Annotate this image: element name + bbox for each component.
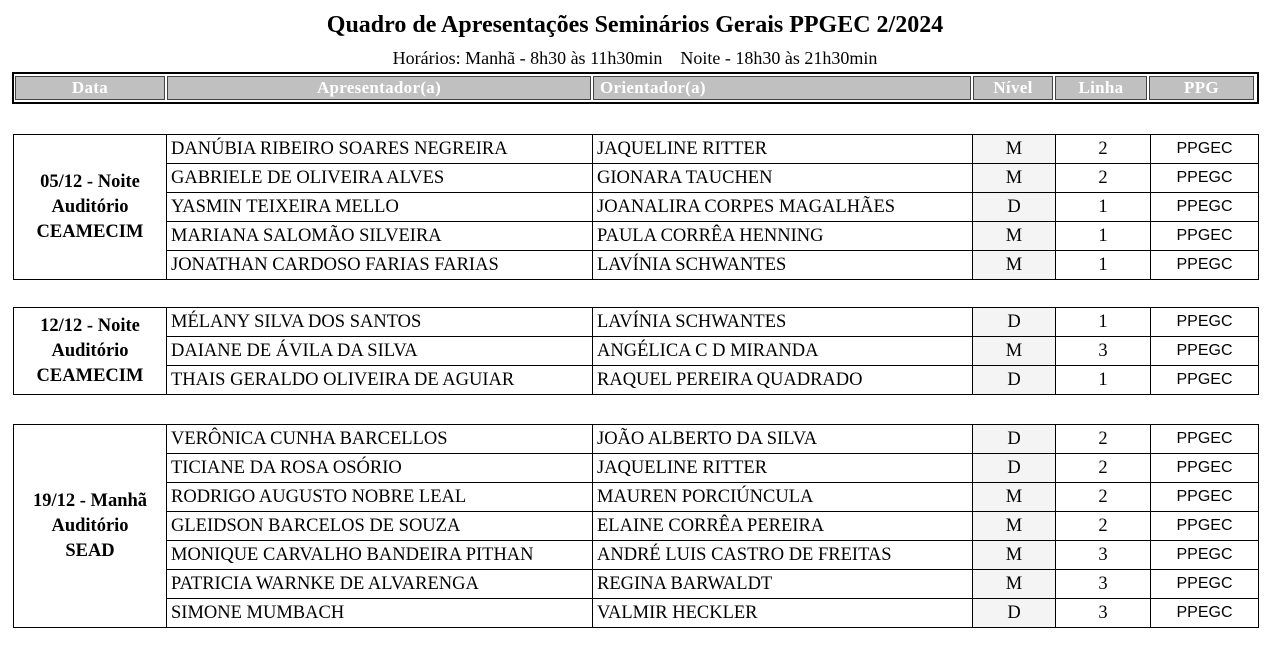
ppg-cell: PPGEC — [1151, 425, 1259, 454]
table-row — [14, 570, 1259, 599]
nivel-cell: D — [973, 308, 1056, 337]
linha-cell: 2 — [1056, 135, 1151, 164]
apresentador-cell: GLEIDSON BARCELOS DE SOUZA — [167, 512, 593, 541]
apresentador-cell: GABRIELE DE OLIVEIRA ALVES — [167, 164, 593, 193]
date-cell — [14, 135, 167, 280]
header-orientador: Orientador(a) — [593, 76, 971, 100]
table-row — [14, 425, 1259, 454]
orientador-cell: JOANALIRA CORPES MAGALHÃES — [593, 193, 973, 222]
table-header — [12, 72, 1259, 104]
date-label: 12/12 - Noite — [40, 315, 140, 336]
orientador-cell: MAUREN PORCIÚNCULA — [593, 483, 973, 512]
date-cell — [14, 425, 167, 628]
orientador-cell: ANDRÉ LUIS CASTRO DE FREITAS — [593, 541, 973, 570]
linha-cell: 3 — [1056, 599, 1151, 628]
nivel-cell: D — [973, 366, 1056, 395]
table-row — [14, 366, 1259, 395]
table-row — [14, 135, 1259, 164]
orientador-cell: LAVÍNIA SCHWANTES — [593, 308, 973, 337]
apresentador-cell: TICIANE DA ROSA OSÓRIO — [167, 454, 593, 483]
schedule-hours: Horários: Manhã - 8h30 às 11h30min Noite - 18h30 às 21h30min — [392, 48, 878, 68]
nivel-cell: M — [973, 251, 1056, 280]
venue-name: SEAD — [65, 540, 115, 561]
table-row — [14, 454, 1259, 483]
ppg-cell: PPGEC — [1151, 135, 1259, 164]
orientador-cell: PAULA CORRÊA HENNING — [593, 222, 973, 251]
orientador-cell: JOÃO ALBERTO DA SILVA — [593, 425, 973, 454]
linha-cell: 1 — [1056, 251, 1151, 280]
apresentador-cell: PATRICIA WARNKE DE ALVARENGA — [167, 570, 593, 599]
linha-cell: 2 — [1056, 454, 1151, 483]
apresentador-cell: MONIQUE CARVALHO BANDEIRA PITHAN — [167, 541, 593, 570]
apresentador-cell: THAIS GERALDO OLIVEIRA DE AGUIAR — [167, 366, 593, 395]
table-row — [14, 308, 1259, 337]
nivel-cell: M — [973, 541, 1056, 570]
schedule-group-3 — [13, 424, 1259, 628]
header-nivel: Nível — [973, 76, 1053, 100]
table-row — [14, 483, 1259, 512]
linha-cell: 1 — [1056, 222, 1151, 251]
orientador-cell: VALMIR HECKLER — [593, 599, 973, 628]
ppg-cell: PPGEC — [1151, 366, 1259, 395]
linha-cell: 2 — [1056, 512, 1151, 541]
schedule-group-1 — [13, 134, 1259, 280]
schedule-group-2 — [13, 307, 1259, 395]
ppg-cell: PPGEC — [1151, 222, 1259, 251]
table-row — [14, 337, 1259, 366]
apresentador-cell: MARIANA SALOMÃO SILVEIRA — [167, 222, 593, 251]
date-cell — [14, 308, 167, 395]
header-ppg: PPG — [1149, 76, 1254, 100]
ppg-cell: PPGEC — [1151, 512, 1259, 541]
header-linha: Linha — [1055, 76, 1147, 100]
nivel-cell: M — [973, 135, 1056, 164]
apresentador-cell: JONATHAN CARDOSO FARIAS FARIAS — [167, 251, 593, 280]
date-label: 05/12 - Noite — [40, 171, 140, 192]
ppg-cell: PPEGC — [1151, 570, 1259, 599]
nivel-cell: M — [973, 512, 1056, 541]
nivel-cell: M — [973, 570, 1056, 599]
header-data: Data — [15, 76, 165, 100]
orientador-cell: GIONARA TAUCHEN — [593, 164, 973, 193]
linha-cell: 2 — [1056, 425, 1151, 454]
apresentador-cell: DAIANE DE ÁVILA DA SILVA — [167, 337, 593, 366]
table-row — [14, 599, 1259, 628]
table-row — [14, 164, 1259, 193]
apresentador-cell: DANÚBIA RIBEIRO SOARES NEGREIRA — [167, 135, 593, 164]
ppg-cell: PPGEC — [1151, 454, 1259, 483]
ppg-cell: PPGEC — [1151, 483, 1259, 512]
page-title: Quadro de Apresentações Seminários Gerais PPGEC 2/2024 — [326, 12, 944, 38]
table-row — [14, 541, 1259, 570]
orientador-cell: RAQUEL PEREIRA QUADRADO — [593, 366, 973, 395]
nivel-cell: D — [973, 425, 1056, 454]
ppg-cell: PPEGC — [1151, 308, 1259, 337]
date-label: 19/12 - Manhã — [32, 490, 148, 511]
venue-label: Auditório — [51, 196, 129, 217]
table-row — [14, 512, 1259, 541]
venue-label: Auditório — [51, 515, 129, 536]
linha-cell: 2 — [1056, 164, 1151, 193]
linha-cell: 2 — [1056, 483, 1151, 512]
header-apresentador: Apresentador(a) — [167, 76, 591, 100]
nivel-cell: M — [973, 337, 1056, 366]
orientador-cell: ELAINE CORRÊA PEREIRA — [593, 512, 973, 541]
linha-cell: 3 — [1056, 541, 1151, 570]
linha-cell: 3 — [1056, 337, 1151, 366]
orientador-cell: REGINA BARWALDT — [593, 570, 973, 599]
orientador-cell: LAVÍNIA SCHWANTES — [593, 251, 973, 280]
linha-cell: 1 — [1056, 308, 1151, 337]
orientador-cell: JAQUELINE RITTER — [593, 135, 973, 164]
table-row — [14, 193, 1259, 222]
ppg-cell: PPEGC — [1151, 193, 1259, 222]
nivel-cell: M — [973, 222, 1056, 251]
apresentador-cell: VERÔNICA CUNHA BARCELLOS — [167, 425, 593, 454]
apresentador-cell: YASMIN TEIXEIRA MELLO — [167, 193, 593, 222]
venue-label: Auditório — [51, 340, 129, 361]
apresentador-cell: MÉLANY SILVA DOS SANTOS — [167, 308, 593, 337]
ppg-cell: PPEGC — [1151, 251, 1259, 280]
venue-name: CEAMECIM — [36, 365, 144, 386]
orientador-cell: JAQUELINE RITTER — [593, 454, 973, 483]
ppg-cell: PPEGC — [1151, 599, 1259, 628]
ppg-cell: PPEGC — [1151, 164, 1259, 193]
apresentador-cell: RODRIGO AUGUSTO NOBRE LEAL — [167, 483, 593, 512]
nivel-cell: D — [973, 193, 1056, 222]
table-row — [14, 222, 1259, 251]
nivel-cell: D — [973, 599, 1056, 628]
linha-cell: 1 — [1056, 193, 1151, 222]
orientador-cell: ANGÉLICA C D MIRANDA — [593, 337, 973, 366]
linha-cell: 1 — [1056, 366, 1151, 395]
venue-name: CEAMECIM — [36, 221, 144, 242]
ppg-cell: PPEGC — [1151, 337, 1259, 366]
nivel-cell: M — [973, 483, 1056, 512]
linha-cell: 3 — [1056, 570, 1151, 599]
nivel-cell: M — [973, 164, 1056, 193]
apresentador-cell: SIMONE MUMBACH — [167, 599, 593, 628]
ppg-cell: PPEGC — [1151, 541, 1259, 570]
nivel-cell: D — [973, 454, 1056, 483]
table-row — [14, 251, 1259, 280]
